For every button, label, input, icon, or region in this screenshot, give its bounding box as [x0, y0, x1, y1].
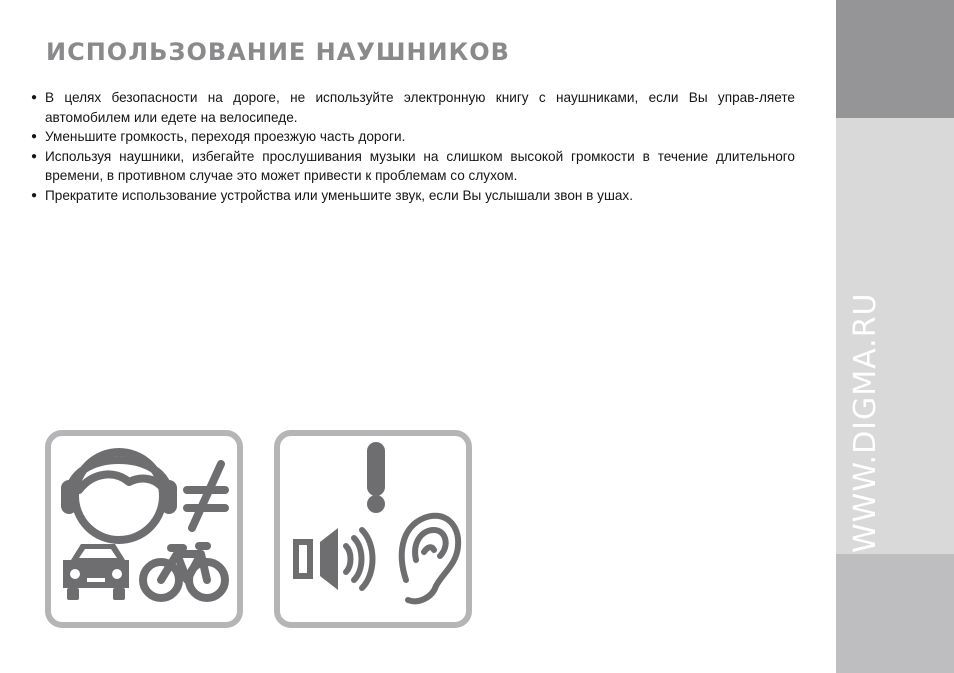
- sidebar-top-block: [836, 0, 954, 118]
- safety-list: [31, 88, 795, 205]
- sidebar-bottom-block: [836, 554, 954, 673]
- list-item: ● Прекратите использование устройства или уменьшите звук, если Вы услышали звон в ушах.: [31, 186, 795, 206]
- headphones-not-while-driving-icon: [45, 430, 243, 628]
- hearing-warning-icon: [274, 430, 472, 628]
- website-url: WWW.DIGMA.RU: [848, 292, 883, 553]
- page-title: ИСПОЛЬЗОВАНИЕ НАУШНИКОВ: [46, 38, 510, 66]
- list-item: ● В целях безопасности на дороге, не используйте электронную книгу с наушниками, если Вы управ-ляете автомобилем или едете на велосипеде.: [31, 88, 795, 127]
- list-item: ● Уменьшите громкость, переходя проезжую часть дороги.: [31, 127, 795, 147]
- list-item: ● Используя наушники, избегайте прослушивания музыки на слишком высокой громкости в течение длительного времени, в противном случае это может привести к проблемам со слухом.: [31, 147, 795, 186]
